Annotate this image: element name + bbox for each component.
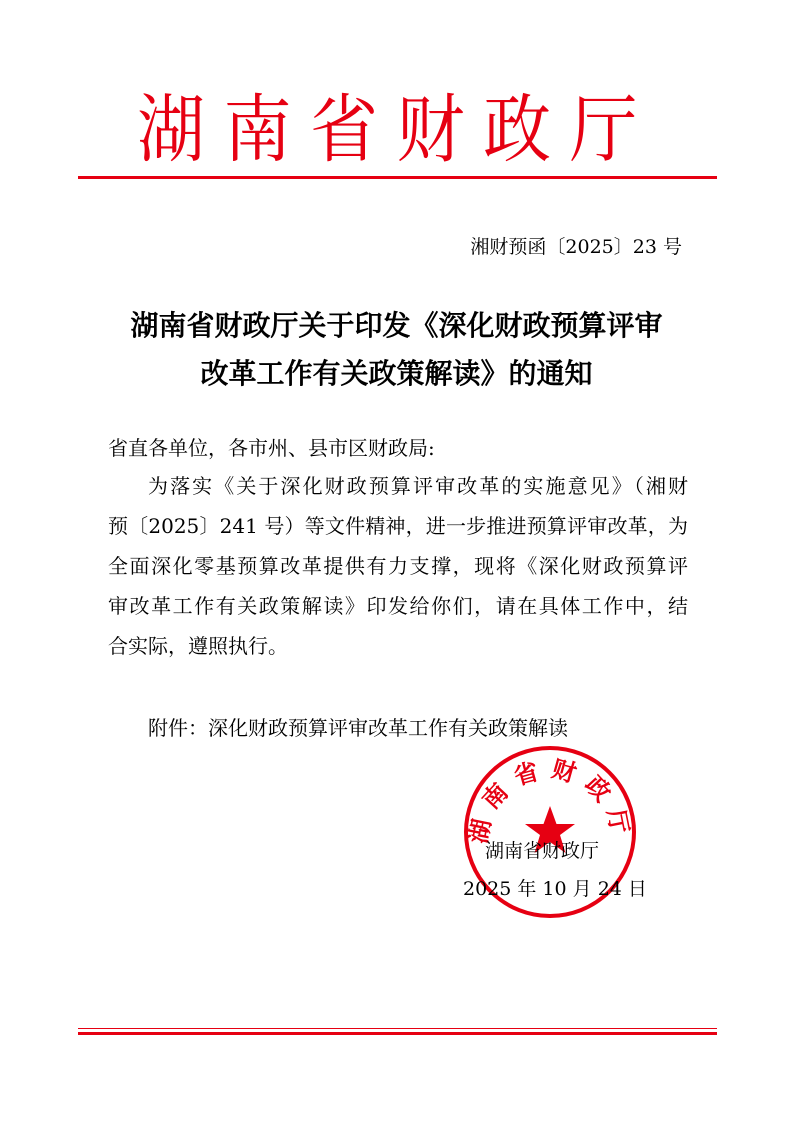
seal-text: 湖南省财政厅 [464, 754, 636, 846]
document-number: 湘财预函〔2025〕23 号 [470, 236, 682, 258]
document-title-line-2: 改革工作有关政策解读》的通知 [200, 357, 593, 390]
body-line: 预〔2025〕241 号）等文件精神，进一步推进预算评审改革，为 [108, 514, 688, 538]
header-red-rule [78, 176, 717, 179]
document-title-line-1: 湖南省财政厅关于印发《深化财政预算评审 [130, 309, 663, 342]
body-line: 全面深化零基预算改革提供有力支撑，现将《深化财政预算评 [108, 554, 688, 578]
body-line: 合实际，遵照执行。 [108, 634, 288, 658]
attachment-line: 附件：深化财政预算评审改革工作有关政策解读 [148, 716, 568, 740]
org-title: 湖南省财政厅 [137, 87, 656, 173]
signature-organization: 湖南省财政厅 [485, 840, 600, 862]
body-line: 审改革工作有关政策解读》印发给你们，请在具体工作中，结 [108, 594, 688, 618]
salutation: 省直各单位，各市州、县市区财政局: [108, 436, 435, 460]
signature-date: 2025 年 10 月 24 日 [463, 878, 647, 900]
footer-thick-rule [78, 1032, 717, 1035]
body-line: 为落实《关于深化财政预算评审改革的实施意见》（湘财 [148, 474, 688, 498]
footer-thin-rule [78, 1028, 717, 1029]
